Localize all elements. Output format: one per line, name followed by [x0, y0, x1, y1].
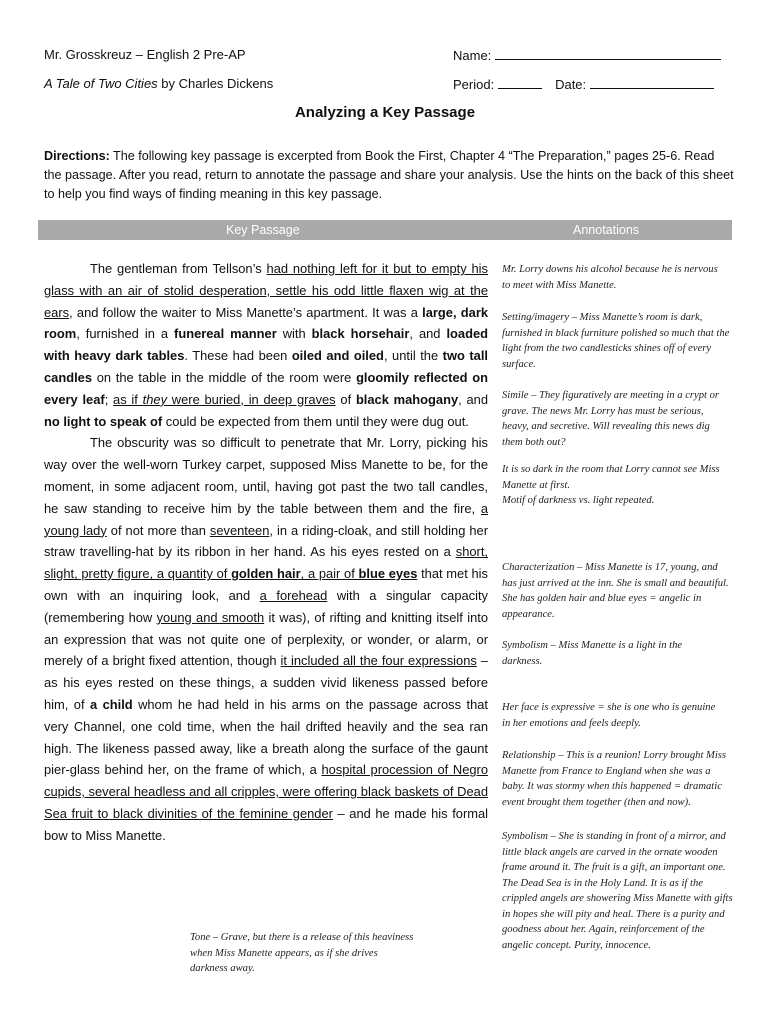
name-row — [453, 47, 721, 63]
passage-text: The obscurity was so difficult to penetrate that Mr. Lorry, picking his way over the well-worn Turkey carpet, supposed Miss Manette to be, for the moment, in some adjacent room, until, having got past the two tall candles, he saw standing to receive him by the table between them and the fire, — [44, 435, 488, 516]
underlined-phrase: they — [142, 391, 168, 407]
period-date-row — [453, 76, 714, 92]
annotation-line: Motif of darkness vs. light repeated. — [502, 495, 655, 506]
underlined-phrase: , a pair of — [300, 566, 359, 582]
underlined-phrase: had nothing left for it but to empty his glass with an air of stolid desperation, settle his odd little flaxen wig at the ears — [44, 261, 488, 320]
underlined-phrase: it included all the four expressions — [280, 653, 477, 669]
passage-text: , until the — [383, 348, 443, 364]
tone-annotation: Tone – Grave, but there is a release of this heaviness when Miss Manette appears, as if she drives darkness away. — [190, 932, 414, 974]
book-author: by Charles Dickens — [157, 76, 274, 91]
annotation-note: Setting/imagery – Miss Manette’s room is dark, furnished in black furniture polished so much that the light from the two candlesticks shines off of every surface. — [502, 312, 730, 370]
date-field[interactable] — [590, 76, 714, 89]
key-passage-header: Key Passage — [226, 223, 300, 237]
passage-text: of not more than — [106, 522, 210, 538]
annotation-note: Symbolism – Miss Manette is a light in the darkness. — [502, 640, 683, 667]
annotation-note: Relationship – This is a reunion! Lorry brought Miss Manette from France to England when she was a baby. It was stormy when this happened = dramatic event brought them together (then and now). — [502, 750, 727, 808]
passage-text: with a singular capacity (remembering how — [44, 587, 488, 625]
book-title: A Tale of Two Cities — [44, 76, 158, 91]
underlined-phrase: a young lady — [44, 500, 488, 538]
passage-text: – as his eyes rested on these things, a sudden vivid likeness passed before him, of — [44, 653, 488, 712]
passage-text: of — [335, 391, 356, 407]
passage-text: whom he had held in his arms on the passage across that very Channel, one cold time, when the hail drifted heavily and the sea ran high. The likeness passed away, like a breath along the surface of the gaunt pier-glass behind her, on the frame of which, a — [44, 696, 488, 778]
bold-phrase: funereal manner — [174, 326, 277, 342]
passage-text: ; — [104, 391, 114, 407]
underlined-phrase: blue eyes — [358, 566, 418, 582]
directions-label: Directions: — [44, 149, 110, 163]
underlined-phrase: a forehead — [259, 587, 328, 603]
underlined-phrase: golden hair — [231, 566, 301, 582]
directions — [44, 147, 734, 204]
bold-phrase: loaded with heavy dark tables — [44, 326, 488, 364]
bold-phrase: gloomily reflected on every leaf — [44, 369, 488, 407]
period-label: Period: — [453, 77, 495, 92]
passage-text: – and he made his formal bow to Miss Manette. — [44, 805, 489, 843]
passage-text: , and — [458, 391, 488, 407]
annotation-note: Symbolism – She is standing in front of a mirror, and little black angels are carved in the ornate wooden frame around it. The fruit is a gift, an important one. The Dead Sea is in the Holy Land. It is as if the crippled angels are showering Miss Manette with gifts in hopes she will pity and heal. There is a purity and goodness about her. Again, reinforcement of the angelic concept. Purity, innocence. — [502, 831, 733, 951]
underlined-phrase: seventeen — [209, 522, 270, 538]
passage-text: on the table in the middle of the room were — [92, 369, 357, 385]
page-title: Analyzing a Key Passage — [294, 104, 476, 121]
course-heading: Mr. Grosskreuz – English 2 Pre-AP — [44, 47, 246, 62]
name-field[interactable] — [495, 47, 721, 60]
underlined-phrase: were buried, in deep graves — [167, 391, 336, 407]
period-field[interactable] — [498, 76, 542, 89]
annotation-line: It is so dark in the room that Lorry cannot see Miss Manette at first. — [502, 464, 720, 491]
passage-text: that met his own with an inquiring look, and — [44, 566, 488, 603]
column-header-bar — [38, 220, 732, 240]
underlined-phrase: hospital procession of Negro cupids, several headless and all cripples, were offering black baskets of Dead Sea fruit to black divinities of the feminine gender — [44, 762, 488, 821]
underlined-phrase: short, slight, pretty figure, a quantity of — [44, 544, 488, 582]
passage-text: , in a riding-cloak, and still holding her straw travelling-hat by its ribbon in her hand. As his eyes rested on a — [44, 522, 488, 560]
annotation-note: Her face is expressive = she is one who is genuine in her emotions and feels deeply. — [502, 702, 716, 729]
date-label: Date: — [555, 77, 587, 92]
name-label: Name: — [453, 48, 492, 63]
passage-text: , and follow the waiter to Miss Manette’s apartment. It was a — [69, 304, 423, 320]
annotations-header: Annotations — [573, 223, 640, 237]
bold-phrase: black mahogany — [355, 391, 459, 407]
annotation-note — [502, 462, 734, 509]
key-passage — [44, 258, 488, 847]
bold-phrase: a child — [89, 696, 133, 712]
bold-phrase: oiled and oiled — [291, 348, 384, 364]
passage-text: could be expected from them until they were dug out. — [162, 413, 469, 429]
passage-text: . These had been — [184, 348, 292, 364]
annotation-note: Simile – They figuratively are meeting in a crypt or grave. The news Mr. Lorry has must be serious, heavy, and secretive. Will revealing this news dig them both out? — [502, 390, 720, 448]
book-line — [44, 76, 273, 91]
bold-phrase: two tall candles — [44, 348, 488, 385]
passage-paragraph-1 — [44, 258, 488, 432]
passage-text: , and — [409, 326, 447, 342]
passage-text: with — [276, 326, 312, 342]
passage-text: The gentleman from Tellson’s — [90, 261, 267, 276]
bold-phrase: large, dark room — [44, 304, 489, 342]
annotation-note: Mr. Lorry downs his alcohol because he is nervous to meet with Miss Manette. — [502, 264, 718, 291]
annotation-note: Characterization – Miss Manette is 17, young, and has just arrived at the inn. She is small and beautiful. She has golden hair and blue eyes = angelic in appearance. — [502, 562, 729, 620]
passage-text: , furnished in a — [76, 326, 175, 342]
passage-paragraph-2 — [44, 432, 488, 846]
directions-text: The following key passage is excerpted from Book the First, Chapter 4 “The Preparation,” pages 25-6. Read the passage. After you read, return to annotate the passage and share your analysis. Use the hints on the back of this sheet to help you find ways of finding meaning in this key passage. — [44, 149, 734, 201]
bold-phrase: no light to speak of — [44, 413, 163, 429]
underlined-phrase: young and smooth — [156, 609, 265, 625]
passage-text: it was), of rifting and knitting itself into an expression that was not quite one of perplexity, or wonder, or alarm, or merely of a bright fixed attention, though — [44, 609, 488, 669]
bold-phrase: black horsehair — [311, 326, 410, 342]
underlined-phrase: as if — [113, 391, 143, 407]
